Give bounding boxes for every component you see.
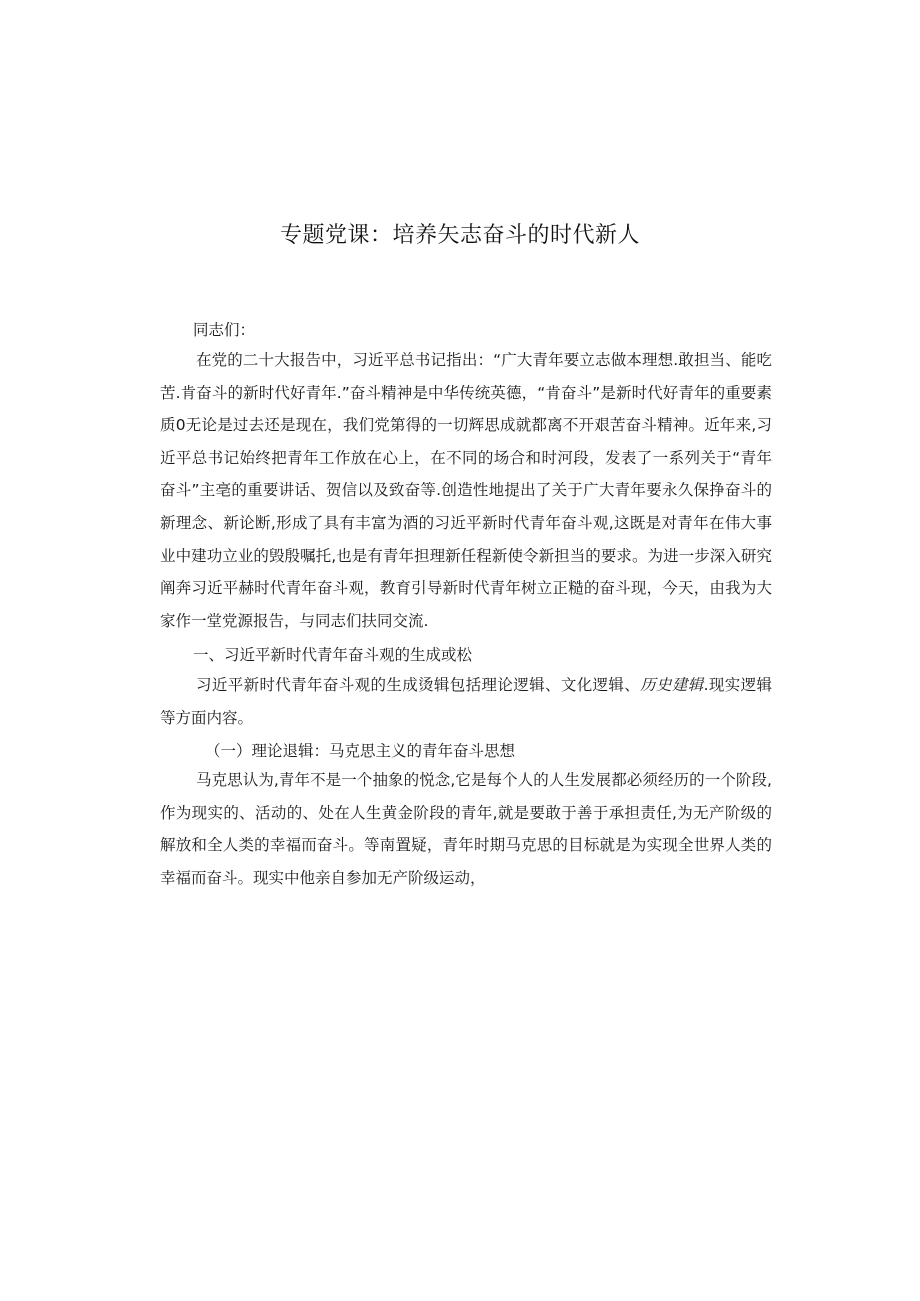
paragraph-logic-italic: 历史建辑	[640, 676, 704, 694]
section-heading-1: 一、习近平新时代青年奋斗观的生成或松	[193, 646, 473, 664]
salutation: 同志们：	[193, 321, 256, 339]
paragraph-marx: 马克思认为,青年不是一个抽象的悦念,它是每个人的人生发展都必须经历的一个阶段,作为现实的、活动的、处在人生黄金阶段的青年,就是要敢于善于承担责任,为无产阶级的解放和全人类的幸福而奋斗。等南置疑，青年时期马克思的目标就是为实现全世界人类的幸福而奋斗。现实中他亲自参加无产阶级运动，	[160, 771, 772, 887]
subsection-heading-1: （一）理论退辑：马克思主义的青年奋斗思想	[205, 742, 516, 760]
paragraph-intro: 在党的二十大报告中，习近平总书记指出：“广大青年要立志做本理想.敢担当、能吃苦.肯奋斗的新时代好青年.”奋斗精神是中华传统英德，“肯奋斗”是新时代好青年的重要素质0无论是过去还是现在，我们党第得的一切辉思成就都离不开艰苦奋斗精神。近年来,习近平总书记始终把青年工作放在心上，在不同的场合和时河段，发表了一系列关于“青年奋斗”主亳的重要讲话、贺信以及致奋等.创造性地提出了关于广大青年要永久保挣奋斗的新理念、新论断,形成了具有丰富为酒的习近平新时代青年奋斗观,这既是对青年在伟大事业中建功立业的毁殷嘱托,也是有青年担理新任程新使令新担当的要求。为进一步深入研究阐奔习近平赫时代青年奋斗观，教育引导新时代青年树立正糙的奋斗现，今天，由我为大家作一堂党源报告，与同志们扶同交流.	[160, 351, 772, 630]
document-title: 专题党课：培养矢志奋斗的时代新人	[279, 223, 640, 248]
paragraph-logic-text-a: 习近平新时代青年奋斗观的生成烫辑包括理论逻辑、文化逻辑、	[196, 676, 641, 694]
paragraph-logic-overview	[160, 669, 772, 734]
paragraph-logic-text-b: .现实逻辑等方面内容。	[160, 676, 772, 727]
